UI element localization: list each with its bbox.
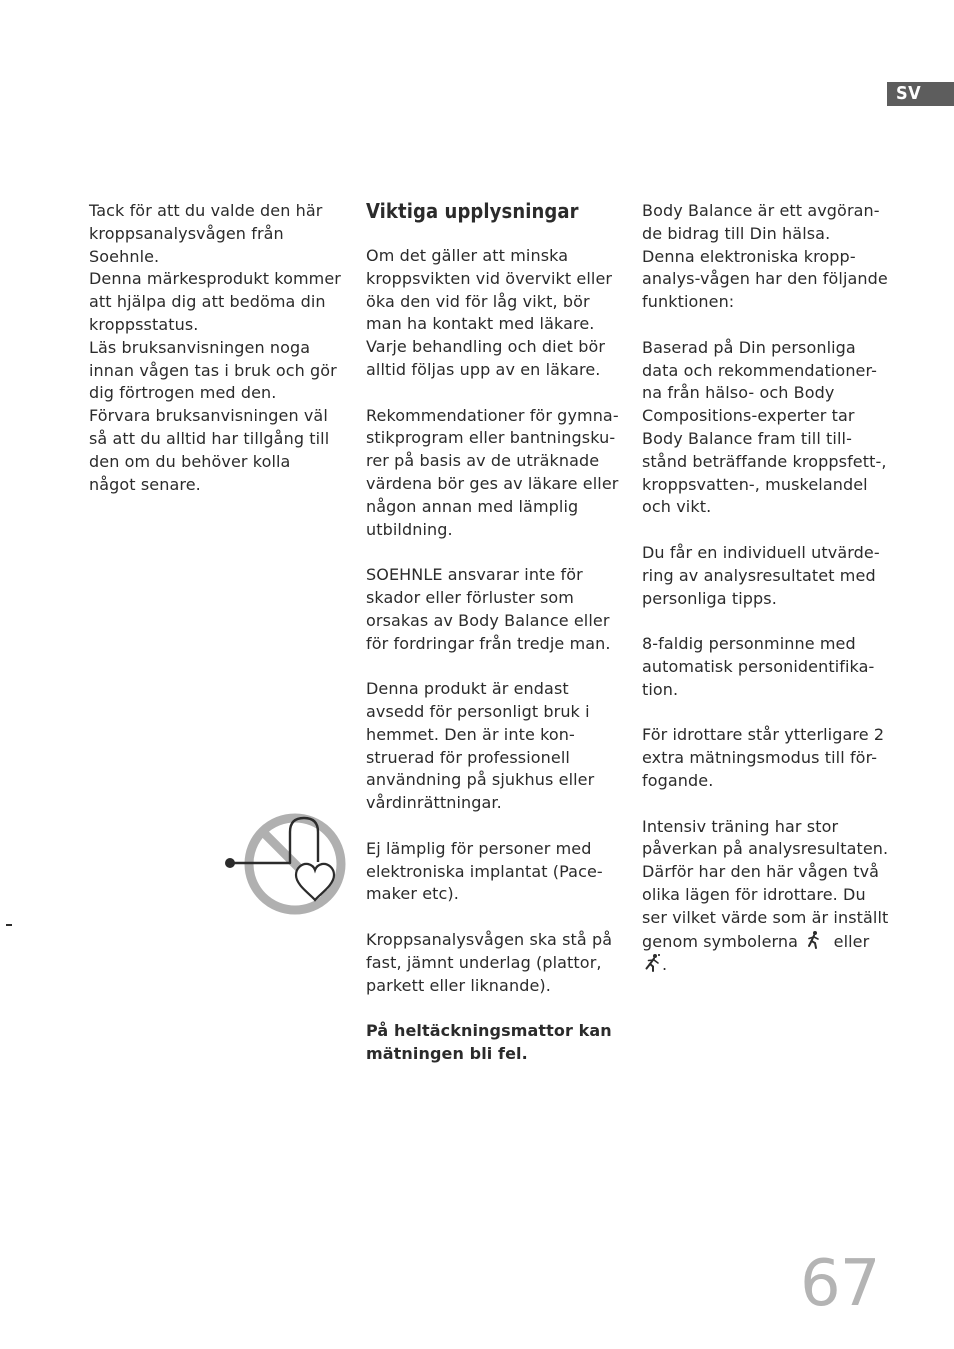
feature-paragraph-evaluation: Du får en individuell utvärde- ring av analysresultatet med personliga tipps. bbox=[642, 542, 880, 608]
info-paragraph-home-use: Denna produkt är endast avsedd för personligt bruk i hemmet. Den är inte kon- struerad för professionell användning på sjukhus eller vårdinrättningar. bbox=[366, 679, 595, 813]
info-paragraph-surface: Kroppsanalysvågen ska stå på fast, jämnt underlag (plattor, parkett eller liknande). bbox=[366, 929, 613, 995]
margin-mark bbox=[6, 924, 12, 926]
info-paragraph-carpet-warning: På heltäckningsmattor kan mätningen bli fel. bbox=[366, 1021, 612, 1063]
page-number: 67 bbox=[800, 1247, 880, 1321]
or-text: eller bbox=[833, 931, 870, 951]
info-paragraph-recommendations: Rekommendationer för gymna- stikprogram eller bantningsku- rer på basis av de uträknade värdena bör ges av läkare eller någon annan med lämplig utbildning. bbox=[366, 405, 619, 539]
intro-column bbox=[89, 200, 349, 496]
feature-paragraph-training bbox=[642, 816, 902, 978]
end-text: . bbox=[662, 955, 668, 975]
section-heading: Viktiga upplysningar bbox=[366, 199, 579, 223]
feature-paragraph-personal-data: Baserad på Din personliga data och rekommendationer- na från hälso- och Body Compositions-experter tar Body Balance fram till till- stånd beträffande kroppsfett-, kroppsvatten-, muskelandel och vikt. bbox=[642, 337, 887, 517]
features-column bbox=[642, 200, 902, 977]
info-paragraph-liability: SOEHNLE ansvarar inte för skador eller förluster som orsakas av Body Balance eller för fordringar från tredje man. bbox=[366, 565, 611, 653]
feature-paragraph-memory: 8-faldig personminne med automatisk personidentifika- tion. bbox=[642, 634, 875, 699]
info-paragraph-implants: Ej lämplig för personer med elektroniska implantat (Pace- maker etc). bbox=[366, 838, 603, 904]
athlete-running-icon bbox=[803, 930, 823, 950]
intro-paragraph: Tack för att du valde den här kroppsanalysvågen från Soehnle. Denna märkesprodukt kommer att hjälpa dig att bedöma din kroppsstatus. Läs bruksanvisningen noga innan vågen tas i bruk och gör dig förtrogen med den. Förvara bruksanvisningen väl så att du alltid har tillgång till den om du behöver kolla något senare. bbox=[89, 201, 341, 494]
language-tab: SV bbox=[887, 82, 954, 106]
training-text: Intensiv träning har stor påverkan på analysresultaten. Därför har den här vågen två olika lägen för idrottare. Du ser vilket värde som är inställt genom symbolerna bbox=[642, 816, 889, 951]
feature-paragraph-intro: Body Balance är ett avgöran- de bidrag till Din hälsa. Denna elektroniska kropp- analys-vågen har den följande funktionen: bbox=[642, 201, 888, 312]
info-paragraph-weight: Om det gäller att minska kroppsvikten vid övervikt eller öka den vid för låg vikt, bör man ha kontakt med läkare. Varje behandling och diet bör alltid följas upp av en läkare. bbox=[366, 246, 613, 379]
athlete-sprint-icon bbox=[642, 953, 662, 973]
important-info-column bbox=[366, 200, 626, 1066]
feature-paragraph-athlete-modes: För idrottare står ytterligare 2 extra mätningsmodus till för- fogande. bbox=[642, 725, 885, 790]
no-pacemaker-icon bbox=[222, 812, 352, 920]
